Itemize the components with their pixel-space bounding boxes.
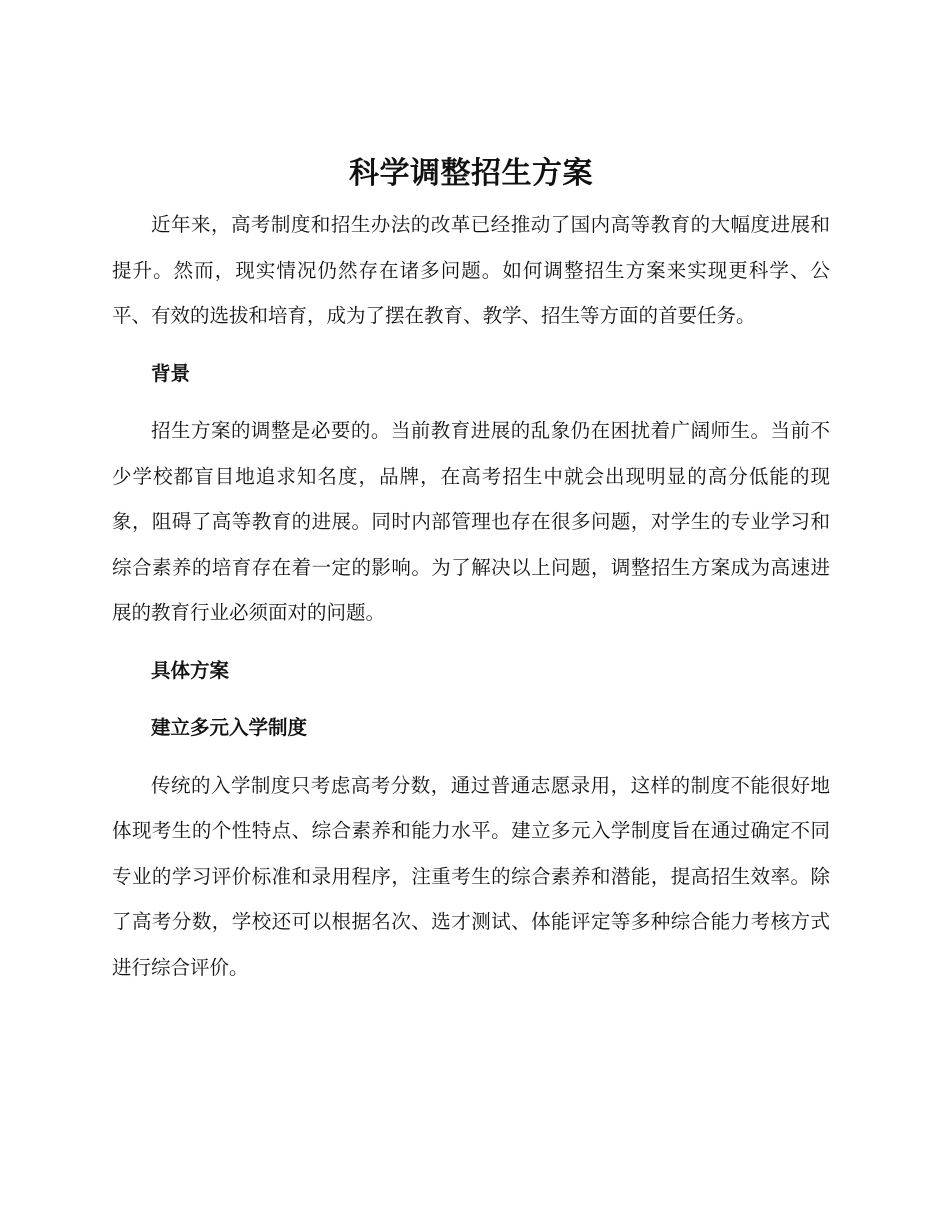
subsection-paragraph: 传统的入学制度只考虑高考分数，通过普通志愿录用，这样的制度不能很好地体现考生的个性特点、综合素养和能力水平。建立多元入学制度旨在通过确定不同专业的学习评价标准和录用程序，注重考生的综合素养和潜能，提高招生效率。除了高考分数，学校还可以根据名次、选才测试、体能评定等多种综合能力考核方式进行综合评价。	[112, 773, 830, 979]
background-paragraph: 招生方案的调整是必要的。当前教育进展的乱象仍在困扰着广阔师生。当前不少学校都盲目地追求知名度，品牌，在高考招生中就会出现明显的高分低能的现象，阻碍了高等教育的进展。同时内部管理也存在很多问题，对学生的专业学习和综合素养的培育存在着一定的影响。为了解决以上问题，调整招生方案成为高速进展的教育行业必须面对的问题。	[112, 419, 830, 624]
document-title: 科学调整招生方案	[349, 156, 593, 191]
document-page	[112, 146, 830, 990]
subsection-heading: 建立多元入学制度	[151, 716, 308, 739]
background-heading: 背景	[151, 361, 191, 385]
plan-heading: 具体方案	[151, 658, 230, 682]
intro-paragraph: 近年来，高考制度和招生办法的改革已经推动了国内高等教育的大幅度进展和提升。然而，现实情况仍然存在诸多问题。如何调整招生方案来实现更科学、公平、有效的选拔和培育，成为了摆在教育、教学、招生等方面的首要任务。	[112, 213, 830, 327]
